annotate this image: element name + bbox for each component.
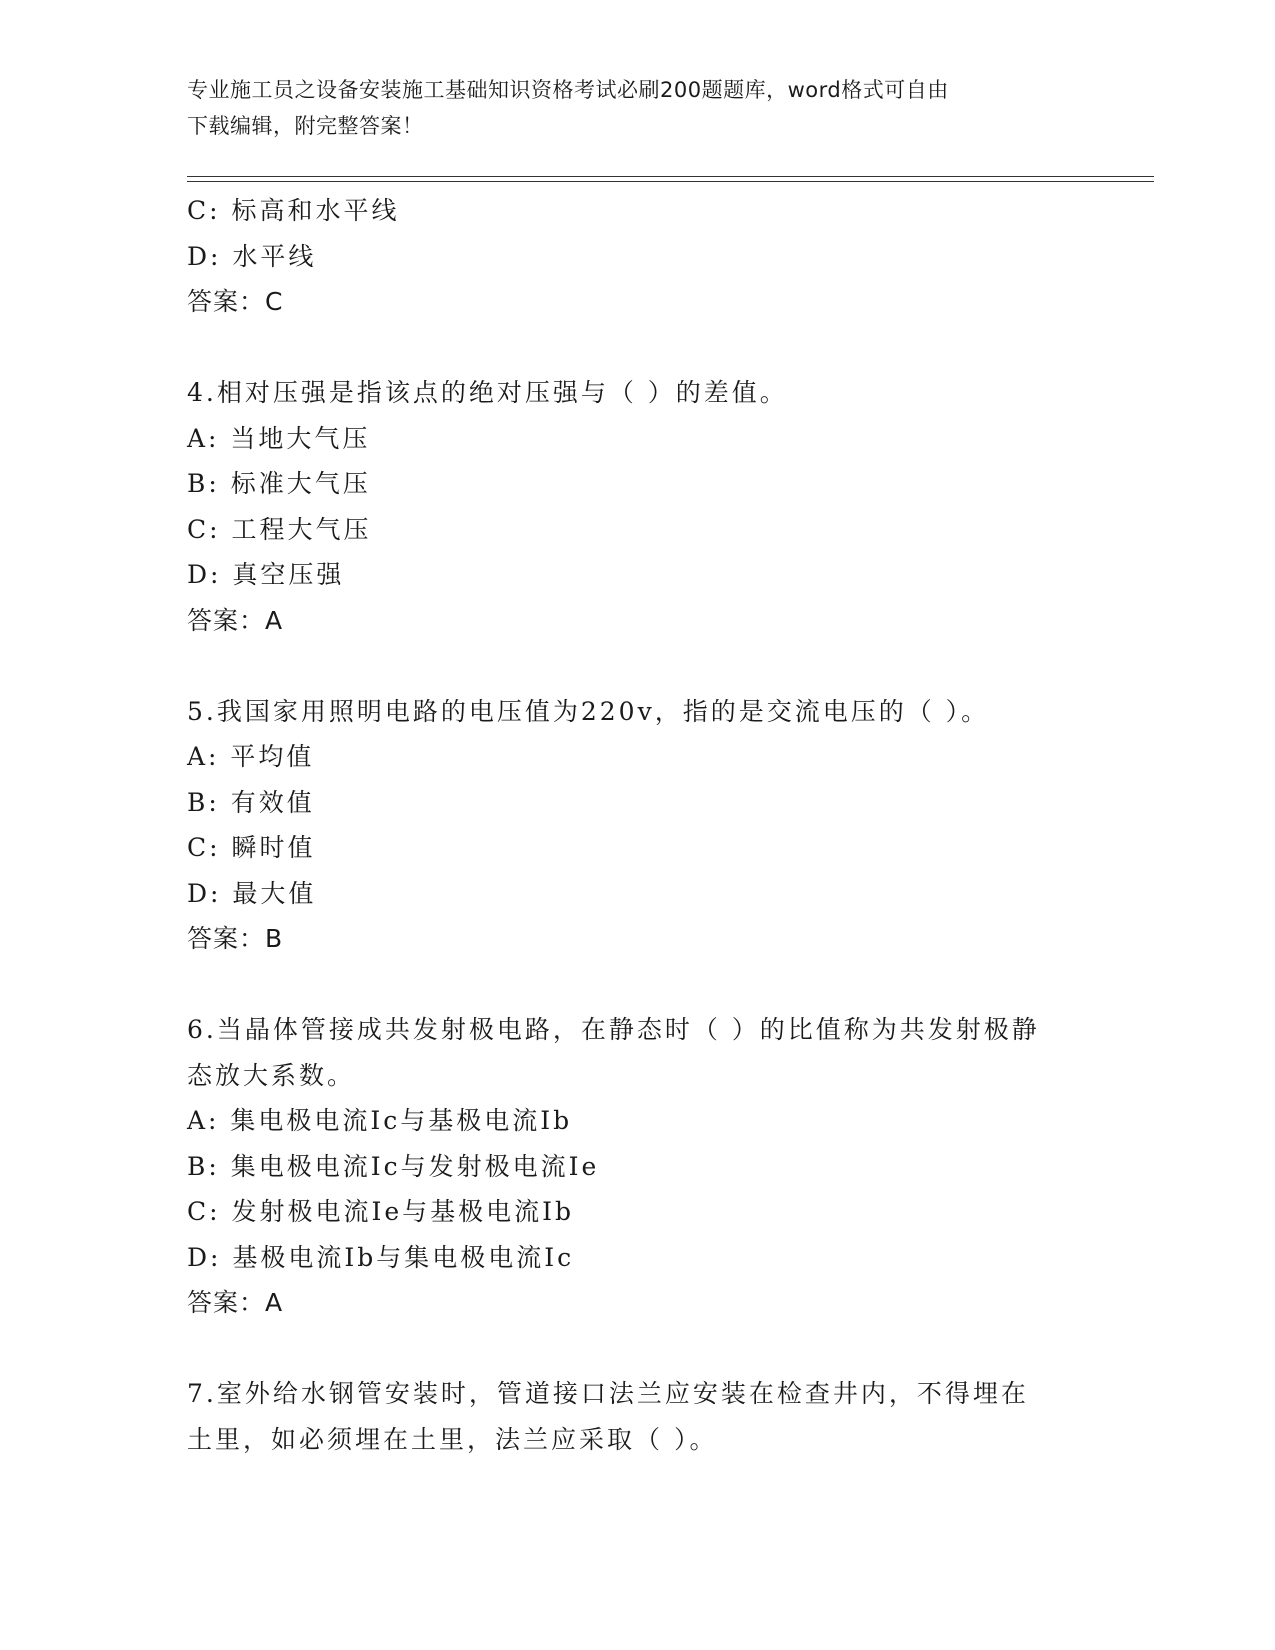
header-title-line-2: 下载编辑，附完整答案！ [187,114,424,138]
question-spacer [187,325,1087,371]
question-list [187,188,1087,1462]
question-stem: 5.我国家用照明电路的电压值为220v，指的是交流电压的（ ）。 [187,696,990,726]
question-6 [187,1007,1087,1326]
answer-line: 答案：A [187,1288,284,1317]
option-d: D: 水平线 [187,241,317,271]
option-a: A: 集电极电流Ic与基极电流Ib [187,1106,573,1135]
answer-line: 答案：B [187,924,284,953]
question-spacer [187,1326,1087,1372]
option-b: B: 标准大气压 [187,469,371,498]
option-a: A: 当地大气压 [187,423,371,453]
question-stem-line-1: 6.当晶体管接成共发射极电路，在静态时（ ）的比值称为共发射极静 [187,1015,1040,1044]
question-stem-line-1: 7.室外给水钢管安装时，管道接口法兰应安装在检查井内，不得埋在 [187,1379,1029,1408]
option-b: B: 有效值 [187,787,315,817]
option-b: B: 集电极电流Ic与发射极电流Ie [187,1151,600,1181]
question-3-tail [187,188,1087,325]
question-5 [187,689,1087,962]
question-stem: 4.相对压强是指该点的绝对压强与（ ）的差值。 [187,378,788,407]
option-d: D: 最大值 [187,878,317,908]
question-stem-line-2: 土里，如必须埋在土里，法兰应采取（ ）。 [187,1424,718,1454]
option-c: C: 工程大气压 [187,514,372,544]
header-divider [187,176,1154,182]
option-a: A: 平均值 [187,742,315,771]
answer-line: 答案：C [187,287,284,316]
option-c: C: 标高和水平线 [187,196,400,225]
document-header [187,72,1087,144]
header-title-line-1: 专业施工员之设备安装施工基础知识资格考试必刷200题题库，word格式可自由 [187,78,949,102]
option-c: C: 发射极电流Ie与基极电流Ib [187,1197,575,1226]
answer-line: 答案：A [187,605,284,635]
question-7 [187,1371,1087,1462]
question-spacer [187,962,1087,1008]
option-d: D: 基极电流Ib与集电极电流Ic [187,1242,575,1272]
option-d: D: 真空压强 [187,560,345,589]
question-4 [187,370,1087,643]
option-c: C: 瞬时值 [187,833,316,862]
question-stem-line-2: 态放大系数。 [187,1060,356,1090]
question-spacer [187,643,1087,689]
